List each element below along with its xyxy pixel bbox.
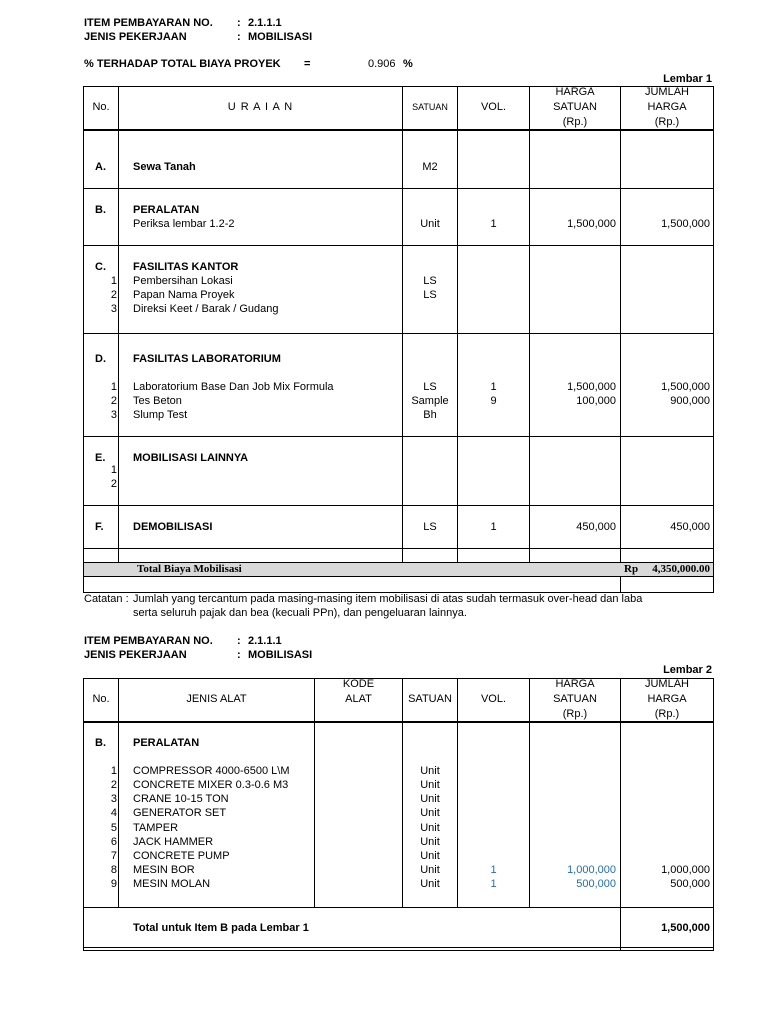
sheet1-header-satuan: SATUAN: [412, 102, 448, 112]
sheet1-job-label: JENIS PEKERJAAN: [84, 31, 187, 43]
sheet2-header-jumlah-2: HARGA: [647, 693, 687, 705]
sheet2-total-value: 1,500,000: [661, 922, 710, 934]
equipment-vol: 1: [490, 878, 497, 890]
sheet1-total-label: Total Biaya Mobilisasi: [137, 563, 242, 575]
section-c-code: C.: [95, 261, 106, 273]
section-e-item-no: 2: [110, 478, 117, 490]
section-c-item-desc: Papan Nama Proyek: [133, 289, 235, 301]
equipment-total: 500,000: [670, 878, 710, 890]
section-c-item-unit: LS: [423, 275, 437, 287]
sheet1-header-jumlah-2: HARGA: [647, 101, 687, 113]
equipment-name: TAMPER: [133, 822, 179, 834]
section-b-desc: Periksa lembar 1.2-2: [133, 218, 235, 230]
section-f-price: 450,000: [576, 521, 616, 533]
equipment-no: 3: [110, 793, 117, 805]
sheet2-section-code: B.: [95, 737, 106, 749]
equipment-no: 2: [110, 779, 117, 791]
equipment-unit: Unit: [420, 878, 440, 890]
equipment-price: 1,000,000: [567, 864, 616, 876]
section-d-item-vol: 9: [490, 395, 497, 407]
section-d-item-no: 1: [110, 381, 117, 393]
sheet2-job-value: MOBILISASI: [248, 649, 313, 661]
sheet1-header-jumlah-1: JUMLAH: [644, 86, 689, 98]
sheet2-item-sep: :: [237, 635, 241, 647]
pct-unit: %: [403, 58, 413, 70]
note-label: Catatan :: [84, 593, 129, 605]
section-c-title: FASILITAS KANTOR: [133, 261, 239, 273]
section-e-item-no: 1: [110, 464, 117, 476]
section-d-item-price: 100,000: [576, 395, 616, 407]
equipment-unit: Unit: [420, 793, 440, 805]
sheet2-section-title: PERALATAN: [133, 737, 200, 749]
sheet2-header-harga-3: (Rp.): [562, 708, 588, 720]
sheet1-job-sep: :: [237, 31, 241, 43]
note-line-1: Jumlah yang tercantum pada masing-masing item mobilisasi di atas sudah termasuk over-head dan laba: [133, 593, 643, 605]
pct-label: % TERHADAP TOTAL BIAYA PROYEK: [84, 58, 281, 70]
sheet1-header-harga-3: (Rp.): [562, 116, 588, 128]
sheet2-item-value: 2.1.1.1: [248, 635, 282, 647]
section-c-item-desc: Direksi Keet / Barak / Gudang: [133, 303, 279, 315]
pct-value: 0.906: [368, 58, 396, 70]
sheet2-header-no: No.: [92, 693, 110, 705]
section-b-price: 1,500,000: [567, 218, 616, 230]
section-b-unit: Unit: [420, 218, 440, 230]
equipment-no: 4: [110, 807, 117, 819]
sheet1-total-currency: Rp: [624, 563, 639, 575]
section-a-code: A.: [95, 161, 106, 173]
equipment-unit: Unit: [420, 836, 440, 848]
section-d-item-unit: LS: [423, 381, 437, 393]
sheet1-header-harga-2: SATUAN: [553, 101, 597, 113]
equipment-no: 1: [110, 765, 117, 777]
section-f-total: 450,000: [670, 521, 710, 533]
equipment-total: 1,000,000: [661, 864, 710, 876]
sheet1-header-no: No.: [92, 101, 110, 113]
sheet2-header-satuan: SATUAN: [408, 693, 452, 705]
sheet2-job-label: JENIS PEKERJAAN: [84, 649, 187, 661]
section-c-item-unit: LS: [423, 289, 437, 301]
section-a-unit: M2: [422, 161, 438, 173]
equipment-unit: Unit: [420, 779, 440, 791]
equipment-price: 500,000: [576, 878, 616, 890]
equipment-name: CRANE 10-15 TON: [133, 793, 229, 805]
section-d-item-vol: 1: [490, 381, 497, 393]
equipment-unit: Unit: [420, 765, 440, 777]
sheet2-total-label: Total untuk Item B pada Lembar 1: [133, 922, 309, 934]
equipment-no: 6: [110, 836, 117, 848]
equipment-vol: 1: [490, 864, 497, 876]
equipment-name: JACK HAMMER: [133, 836, 214, 848]
equipment-name: MESIN MOLAN: [133, 878, 211, 890]
equipment-name: COMPRESSOR 4000-6500 L\M: [133, 765, 290, 777]
section-a-title: Sewa Tanah: [133, 161, 196, 173]
equipment-name: CONCRETE PUMP: [133, 850, 230, 862]
equipment-no: 8: [110, 864, 117, 876]
sheet2-item-label: ITEM PEMBAYARAN NO.: [84, 635, 213, 647]
equipment-unit: Unit: [420, 807, 440, 819]
section-b-vol: 1: [490, 218, 497, 230]
equipment-no: 9: [110, 878, 117, 890]
section-f-title: DEMOBILISASI: [133, 521, 213, 533]
section-e-code: E.: [95, 452, 106, 464]
equipment-no: 7: [110, 850, 117, 862]
sheet2-header-vol: VOL.: [480, 693, 507, 705]
equipment-name: CONCRETE MIXER 0.3-0.6 M3: [133, 779, 289, 791]
sheet2-header-kode-2: ALAT: [345, 693, 372, 705]
section-b-code: B.: [95, 204, 106, 216]
section-c-item-desc: Pembersihan Lokasi: [133, 275, 233, 287]
section-b-title: PERALATAN: [133, 204, 200, 216]
equipment-name: MESIN BOR: [133, 864, 195, 876]
section-d-item-desc: Slump Test: [133, 409, 188, 421]
section-c-item-no: 3: [110, 303, 117, 315]
equipment-name: GENERATOR SET: [133, 807, 227, 819]
sheet2-header-jumlah-1: JUMLAH: [644, 678, 689, 690]
equipment-no: 5: [110, 822, 117, 834]
sheet1-item-label: ITEM PEMBAYARAN NO.: [84, 17, 213, 29]
sheet1-item-sep: :: [237, 17, 241, 29]
section-f-code: F.: [95, 521, 104, 533]
section-f-vol: 1: [490, 521, 497, 533]
sheet1-item-value: 2.1.1.1: [248, 17, 282, 29]
sheet2-header-kode-1: KODE: [342, 678, 375, 690]
section-d-code: D.: [95, 353, 106, 365]
section-d-item-desc: Laboratorium Base Dan Job Mix Formula: [133, 381, 334, 393]
pct-eq: =: [304, 58, 311, 70]
sheet1-header-harga-1: HARGA: [555, 86, 595, 98]
section-d-item-unit: Bh: [423, 409, 437, 421]
section-f-unit: LS: [423, 521, 437, 533]
section-d-item-unit: Sample: [411, 395, 449, 407]
sheet2-job-sep: :: [237, 649, 241, 661]
sheet1-header-uraian: U R A I A N: [227, 101, 294, 113]
section-c-item-no: 1: [110, 275, 117, 287]
sheet1-job-value: MOBILISASI: [248, 31, 313, 43]
section-d-item-total: 1,500,000: [661, 381, 710, 393]
equipment-unit: Unit: [420, 822, 440, 834]
sheet1-lembar-label: Lembar 1: [663, 73, 712, 85]
section-d-item-total: 900,000: [670, 395, 710, 407]
section-d-item-desc: Tes Beton: [133, 395, 182, 407]
sheet2-header-jenis-alat: JENIS ALAT: [186, 693, 247, 705]
equipment-unit: Unit: [420, 864, 440, 876]
section-d-item-no: 2: [110, 395, 117, 407]
section-e-title: MOBILISASI LAINNYA: [133, 452, 249, 464]
section-d-item-no: 3: [110, 409, 117, 421]
sheet1-total-value: 4,350,000.00: [652, 563, 710, 575]
section-d-item-price: 1,500,000: [567, 381, 616, 393]
note-line-2: serta seluruh pajak dan bea (kecuali PPn), dan pengeluaran lainnya.: [133, 607, 467, 619]
section-c-item-no: 2: [110, 289, 117, 301]
sheet2-header-harga-2: SATUAN: [553, 693, 597, 705]
equipment-unit: Unit: [420, 850, 440, 862]
sheet1-header-vol: VOL.: [480, 101, 507, 113]
sheet2-header-jumlah-3: (Rp.): [654, 708, 680, 720]
section-d-title: FASILITAS LABORATORIUM: [133, 353, 281, 365]
sheet2-lembar-label: Lembar 2: [663, 664, 712, 676]
sheet2-header-harga-1: HARGA: [555, 678, 595, 690]
section-b-total: 1,500,000: [661, 218, 710, 230]
sheet1-header-jumlah-3: (Rp.): [654, 116, 680, 128]
